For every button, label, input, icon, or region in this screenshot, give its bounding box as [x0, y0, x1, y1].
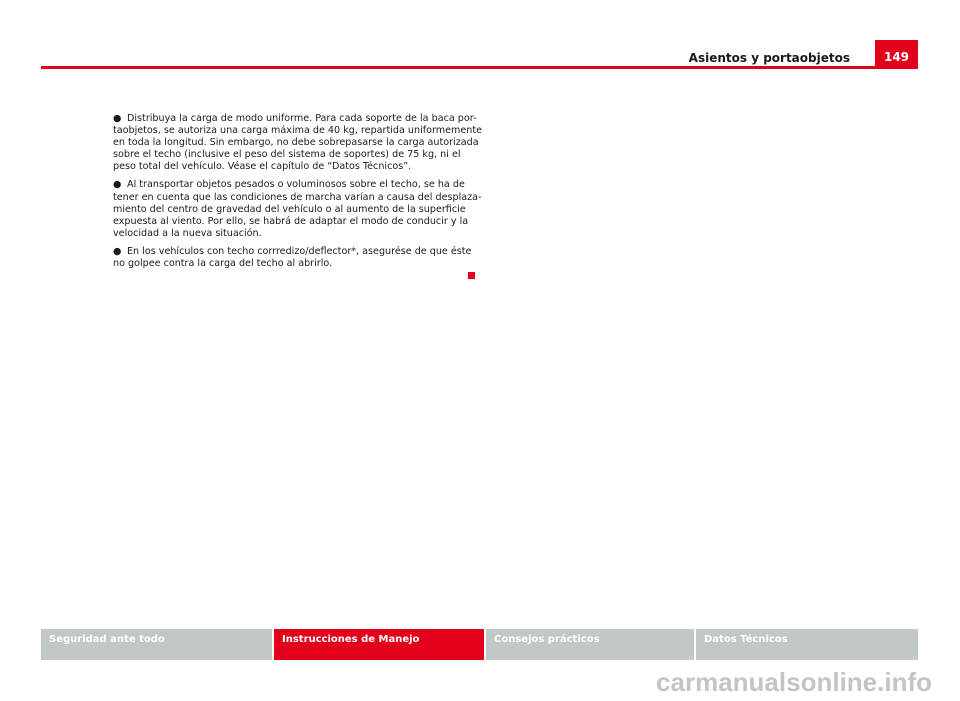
- page-title: Asientos y portaobjetos: [688, 51, 850, 65]
- bullet-paragraph: [113, 113, 483, 173]
- tab-consejos-practicos[interactable]: Consejos prácticos: [484, 629, 694, 660]
- content: [113, 113, 483, 276]
- footer-nav: [41, 629, 918, 660]
- bullet-paragraph: [113, 246, 483, 270]
- paragraph-text: Al transportar objetos pesados o voluminosos sobre el techo, se ha de tener en cuenta que las condiciones de marcha varían a causa del desplaza-miento del centro de gravedad del vehículo o al aumento de la superficie expuesta al viento. Por ello, se habrá de adaptar el modo de conducir y la velocidad a la nueva situación.: [113, 179, 482, 239]
- paragraph-text: En los vehículos con techo corrredizo/deflector*, asegurése de que éste no golpee contra la carga del techo al abrirlo.: [113, 245, 472, 270]
- tab-seguridad-ante-todo[interactable]: Seguridad ante todo: [41, 629, 272, 660]
- bullet-icon: ●: [113, 245, 122, 257]
- tab-instrucciones-de-manejo[interactable]: Instrucciones de Manejo: [272, 629, 484, 660]
- watermark: carmanualsonline.info: [656, 667, 932, 697]
- paragraph-text: Distribuya la carga de modo uniforme. Para cada soporte de la baca por-taobjetos, se autoriza una carga máxima de 40 kg, repartida uniformemente en toda la longitud. Sin embargo, no debe sobrepasarse la carga autorizada sobre el techo (inclusive el peso del sistema de soportes) de 75 kg, ni el peso total del vehículo. Véase el capítulo de “Datos Técnicos”.: [113, 113, 483, 173]
- header-rule: [41, 66, 918, 69]
- tab-datos-tecnicos[interactable]: Datos Técnicos: [694, 629, 918, 660]
- bullet-paragraph: [113, 179, 483, 239]
- bullet-icon: ●: [113, 113, 122, 124]
- page-number: 149: [875, 40, 918, 68]
- end-of-section-icon: [468, 272, 475, 279]
- bullet-icon: ●: [113, 179, 122, 191]
